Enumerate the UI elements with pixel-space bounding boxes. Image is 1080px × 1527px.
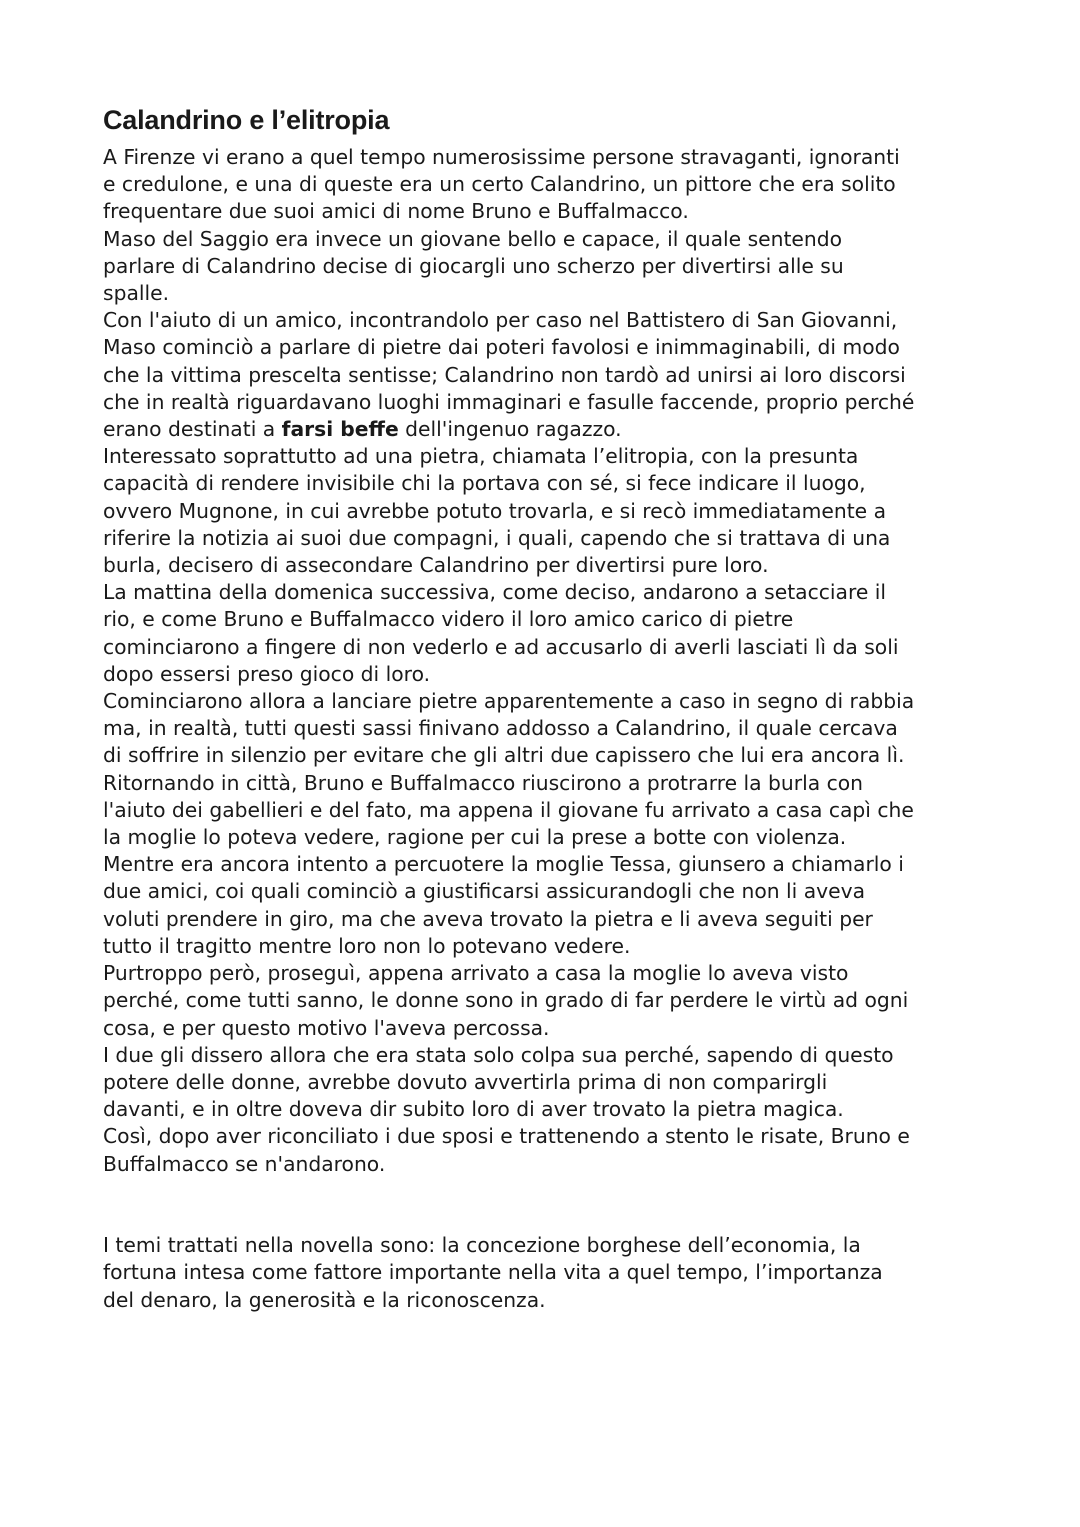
text-line: e credulone, e una di queste era un certo Calandrino, un pittore che era solito — [103, 172, 896, 197]
text-line: Con l'aiuto di un amico, incontrandolo per caso nel Battistero di San Giovanni, — [103, 308, 898, 333]
text-line: frequentare due suoi amici di nome Bruno e Buffalmacco. — [103, 199, 689, 224]
text-line: ma, in realtà, tutti questi sassi finivano addosso a Calandrino, il quale cercava — [103, 716, 898, 741]
text-line: l'aiuto dei gabellieri e del fato, ma appena il giovane fu arrivato a casa capì che — [103, 797, 914, 822]
text-line: capacità di rendere invisibile chi la portava con sé, si fece indicare il luogo, — [103, 471, 866, 496]
document-page — [103, 100, 993, 1314]
text-line: spalle. — [103, 281, 170, 306]
text-segment: dell'ingenuo ragazzo. — [398, 417, 622, 442]
text-line: parlare di Calandrino decise di giocargli uno scherzo per divertirsi alle su — [103, 253, 844, 278]
text-line: Buffalmacco se n'andarono. — [103, 1151, 386, 1176]
text-line-with-emphasis — [103, 416, 993, 443]
themes-line: del denaro, la generosità e la riconoscenza. — [103, 1287, 546, 1312]
emphasized-phrase: farsi beffe — [281, 417, 399, 442]
paragraph-gap — [103, 1178, 993, 1232]
text-line: voluti prendere in giro, ma che aveva trovato la pietra e li aveva seguiti per — [103, 906, 873, 931]
text-line: Ritornando in città, Bruno e Buffalmacco riuscirono a protrarre la burla con — [103, 770, 864, 795]
text-line: davanti, e in oltre doveva dir subito loro di aver trovato la pietra magica. — [103, 1097, 844, 1122]
text-line: Maso del Saggio era invece un giovane bello e capace, il quale sentendo — [103, 226, 843, 251]
text-line: Mentre era ancora intento a percuotere la moglie Tessa, giunsero a chiamarlo i — [103, 852, 904, 877]
themes-line: I temi trattati nella novella sono: la concezione borghese dell’economia, la — [103, 1233, 861, 1258]
text-line: Purtroppo però, proseguì, appena arrivato a casa la moglie lo aveva visto — [103, 961, 849, 986]
text-line: A Firenze vi erano a quel tempo numerosissime persone stravaganti, ignoranti — [103, 145, 900, 169]
story-body — [103, 144, 993, 1314]
text-line: cominciarono a fingere di non vederlo e ad accusarlo di averli lasciati lì da soli — [103, 634, 899, 659]
text-line: La mattina della domenica successiva, come deciso, andarono a setacciare il — [103, 580, 887, 605]
text-line: Cominciarono allora a lanciare pietre apparentemente a caso in segno di rabbia — [103, 689, 915, 714]
text-line: due amici, coi quali cominciò a giustificarsi assicurandogli che non li aveva — [103, 879, 866, 904]
text-line: tutto il tragitto mentre loro non lo potevano vedere. — [103, 933, 631, 958]
text-line: di soffrire in silenzio per evitare che gli altri due capissero che lui era ancora lì. — [103, 743, 905, 768]
text-line: Così, dopo aver riconciliato i due sposi e trattenendo a stento le risate, Bruno e — [103, 1124, 910, 1149]
text-segment: erano destinati a — [103, 417, 282, 442]
text-line: Maso cominciò a parlare di pietre dai poteri favolosi e inimmaginabili, di modo — [103, 335, 900, 360]
text-line: ovvero Mugnone, in cui avrebbe potuto trovarla, e si recò immediatamente a — [103, 498, 887, 523]
text-line: rio, e come Bruno e Buffalmacco videro il loro amico carico di pietre — [103, 607, 794, 632]
document-title: Calandrino e l’elitropia — [103, 105, 390, 135]
text-line: che la vittima prescelta sentisse; Calandrino non tardò ad unirsi ai loro discorsi — [103, 362, 906, 387]
text-line: burla, decisero di assecondare Calandrino per divertirsi pure loro. — [103, 553, 769, 578]
text-line: riferire la notizia ai suoi due compagni, i quali, capendo che si trattava di una — [103, 525, 891, 550]
text-line: I due gli dissero allora che era stata solo colpa sua perché, sapendo di questo — [103, 1042, 894, 1067]
text-line: cosa, e per questo motivo l'aveva percossa. — [103, 1015, 550, 1040]
text-line: che in realtà riguardavano luoghi immaginari e fasulle faccende, proprio perché — [103, 389, 915, 414]
text-line: la moglie lo poteva vedere, ragione per cui la prese a botte con violenza. — [103, 825, 847, 850]
themes-line: fortuna intesa come fattore importante nella vita a quel tempo, l’importanza — [103, 1260, 883, 1285]
text-line: potere delle donne, avrebbe dovuto avvertirla prima di non comparirgli — [103, 1069, 828, 1094]
text-line: Interessato soprattutto ad una pietra, chiamata l’elitropia, con la presunta — [103, 444, 859, 469]
text-line: dopo essersi preso gioco di loro. — [103, 661, 431, 686]
text-line: perché, come tutti sanno, le donne sono in grado di far perdere le virtù ad ogni — [103, 988, 909, 1013]
